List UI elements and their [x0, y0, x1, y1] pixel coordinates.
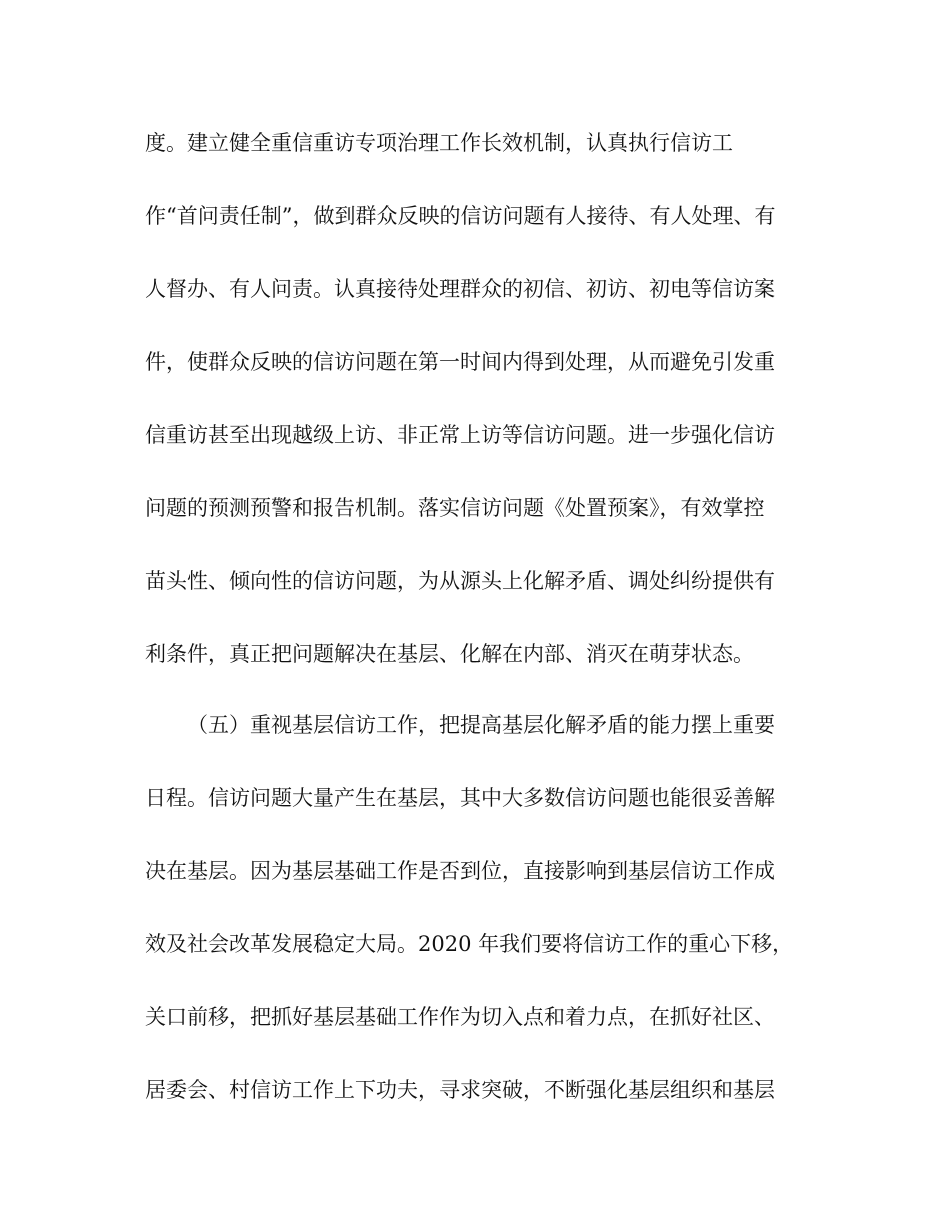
section-heading-line: （五）重视基层信访工作，把提高基层化解矛盾的能力摆上重要	[187, 713, 775, 737]
text-line: 关口前移，把抓好基层基础工作作为切入点和着力点，在抓好社区、	[145, 1005, 775, 1029]
text-line: 利条件，真正把问题解决在基层、化解在内部、消灭在萌芽状态。	[145, 642, 754, 666]
text-line: 问题的预测预警和报告机制。落实信访问题《处置预案》，有效掌控	[145, 496, 765, 520]
text-line: 居委会、村信访工作上下功夫，寻求突破，不断强化基层组织和基层	[145, 1078, 775, 1102]
text-line: 日程。信访问题大量产生在基层，其中大多数信访问题也能很妥善解	[145, 786, 775, 810]
text-line: 作“首问责任制”，做到群众反映的信访问题有人接待、有人处理、有	[145, 204, 776, 228]
text-line: 件，使群众反映的信访问题在第一时间内得到处理，从而避免引发重	[145, 350, 775, 374]
text-line: 效及社会改革发展稳定大局。2020 年我们要将信访工作的重心下移，	[145, 932, 794, 956]
text-line: 信重访甚至出现越级上访、非正常上访等信访问题。进一步强化信访	[145, 423, 775, 447]
text-line: 决在基层。因为基层基础工作是否到位，直接影响到基层信访工作成	[145, 859, 775, 883]
text-line: 人督办、有人问责。认真接待处理群众的初信、初访、初电等信访案	[145, 277, 775, 301]
text-line: 度。建立健全重信重访专项治理工作长效机制，认真执行信访工	[145, 131, 733, 155]
text-line: 苗头性、倾向性的信访问题，为从源头上化解矛盾、调处纠纷提供有	[145, 569, 775, 593]
